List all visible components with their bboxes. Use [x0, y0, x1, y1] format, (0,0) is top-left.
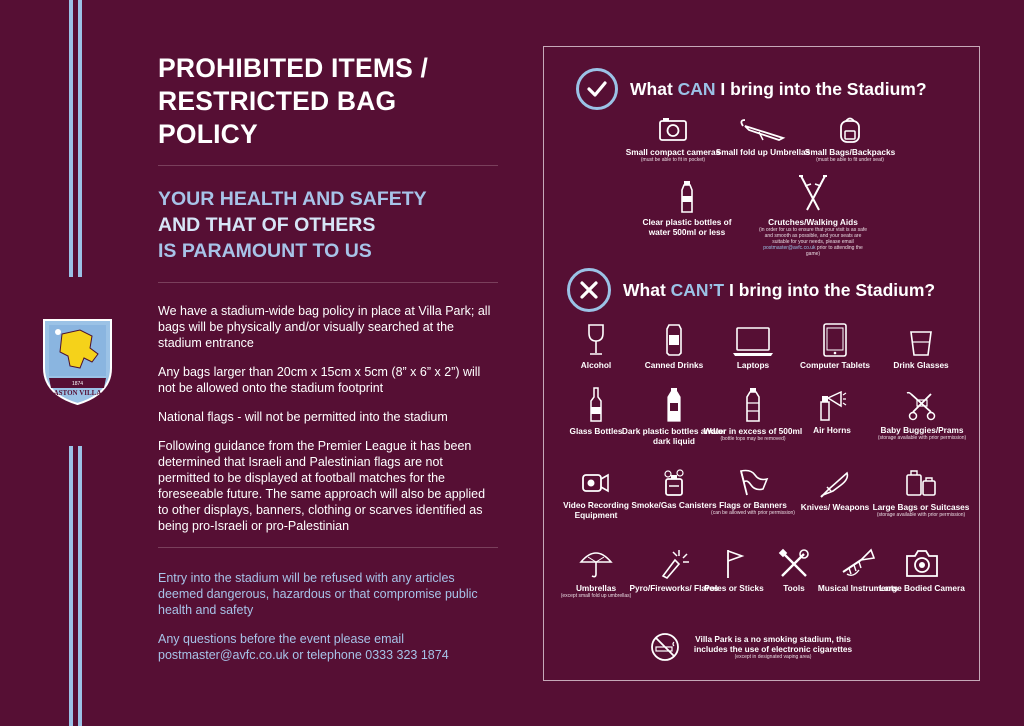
folded-umbrella-icon — [737, 116, 789, 144]
can-item: Small compact cameras (must be able to fit in pocket) — [618, 116, 728, 163]
can-item: Crutches/Walking Aids (in order for us to ensure that your visit is as safe and smooth as possible, and your seats are suitable for your needs, please email postmaster@avfc.co.uk prior to attending the game) — [758, 174, 868, 257]
divider — [158, 165, 498, 166]
cant-item: Drink Glasses — [866, 330, 976, 370]
cant-item: Computer Tablets — [780, 323, 890, 370]
suitcase-icon — [905, 467, 937, 499]
cant-item: Large Bodied Camera — [867, 548, 977, 593]
national-flags-paragraph: National flags - will not be permitted into the stadium — [158, 410, 448, 424]
pram-icon — [905, 390, 939, 422]
can-heading: What CAN I bring into the Stadium? — [576, 68, 927, 110]
knife-icon — [819, 469, 851, 499]
crutches-icon — [793, 174, 833, 214]
entry-refused-paragraph: Entry into the stadium will be refused with any articles deemed dangerous, hazardous or that compromise public health and safety — [158, 571, 478, 617]
backpack-icon — [836, 116, 864, 144]
cant-item: Umbrellas (except small fold up umbrellas) — [541, 548, 651, 599]
bag-policy-paragraph: We have a stadium-wide bag policy in place at Villa Park; all bags will be physically and/or visually searched at the stadium entrance — [158, 304, 491, 350]
gas-canister-icon — [660, 469, 688, 497]
water-bottle-icon — [745, 387, 761, 423]
cross-circle-icon — [567, 268, 611, 312]
left-column — [158, 52, 498, 676]
can-item: Small Bags/Backpacks (must be able to fit under seat) — [795, 116, 905, 163]
svg-text:ASTON VILLA: ASTON VILLA — [53, 389, 102, 397]
cant-item: Baby Buggies/Prams (storage available with prior permission) — [867, 390, 977, 441]
compact-camera-icon — [658, 116, 688, 144]
cant-item: Canned Drinks — [619, 323, 729, 370]
dark-bottle-icon — [666, 387, 682, 423]
cant-item: Tools — [739, 548, 849, 593]
cant-item: Large Bags or Suitcases (storage available with prior permission) — [866, 467, 976, 518]
aston-villa-crest-icon — [40, 316, 115, 406]
large-camera-icon — [905, 548, 939, 580]
can-item: Small fold up Umbrellas — [708, 116, 818, 157]
left-stripe-top — [78, 0, 82, 277]
contact-paragraph: Any questions before the event please email postmaster@avfc.co.uk or telephone 0333 323 1874 — [158, 632, 449, 662]
cant-item: Flags or Banners (can be allowed with prior permission) — [698, 467, 808, 516]
cant-item: Laptops — [698, 326, 808, 370]
cant-item: Glass Bottles — [541, 387, 651, 436]
cant-item: Musical Instruments — [803, 548, 913, 593]
video-camera-icon — [581, 469, 611, 497]
cant-item: Pyro/Fireworks/ Flares — [619, 548, 729, 593]
cant-item: Poles or Sticks — [679, 548, 789, 593]
no-smoking-notice: Villa Park is a no smoking stadium, this includes the use of electronic cigarettes (except in designated vaping area) — [650, 632, 858, 662]
air-horn-icon — [817, 390, 847, 422]
divider — [158, 547, 498, 548]
can-drink-icon — [665, 323, 683, 357]
subtitle: YOUR HEALTH AND SAFETY AND THAT OF OTHERS IS PARAMOUNT TO US — [158, 188, 427, 262]
clear-bottle-icon — [679, 180, 695, 214]
cant-heading: What CAN’T I bring into the Stadium? — [567, 268, 935, 312]
glass-bottle-icon — [589, 387, 603, 423]
cant-item: Alcohol — [541, 323, 651, 370]
tablet-icon — [822, 323, 848, 357]
svg-text:1874: 1874 — [71, 381, 84, 387]
flag-banner-icon — [737, 467, 769, 497]
no-smoking-icon — [650, 632, 680, 662]
wine-glass-icon — [586, 323, 606, 357]
cant-item: Video Recording Equipment — [541, 469, 651, 520]
cant-item: Dark plastic bottles and/or dark liquid — [619, 387, 729, 446]
cant-item: Air Horns — [777, 390, 887, 435]
bag-size-paragraph: Any bags larger than 20cm x 15cm x 5cm (8” x 6” x 2”) will not be allowed onto the stadium footprint — [158, 365, 481, 395]
premier-league-guidance-paragraph: Following guidance from the Premier League it has been determined that Israeli and Palestinian flags are not permitted to be displayed at football matches for the foreseeable future. The same approach will also be applied to other displays, banners, clothing or scarves identified as being pro-Israeli or pro-Palestinian — [158, 439, 486, 533]
cant-item: Smoke/Gas Canisters — [619, 469, 729, 510]
page-title: PROHIBITED ITEMS / RESTRICTED BAG POLICY — [158, 53, 429, 149]
left-stripe-top — [69, 0, 73, 277]
check-circle-icon — [576, 68, 618, 110]
divider — [158, 282, 498, 283]
laptop-icon — [732, 326, 774, 357]
left-stripe-bottom — [69, 446, 73, 726]
umbrella-icon — [579, 548, 613, 580]
cant-item: Knives/ Weapons — [780, 469, 890, 512]
can-item: Clear plastic bottles of water 500ml or less — [632, 180, 742, 237]
cant-item: Water in excess of 500ml (bottle tops may be removed) — [698, 387, 808, 442]
left-stripe-bottom — [78, 446, 82, 726]
drink-glass-icon — [909, 330, 933, 357]
